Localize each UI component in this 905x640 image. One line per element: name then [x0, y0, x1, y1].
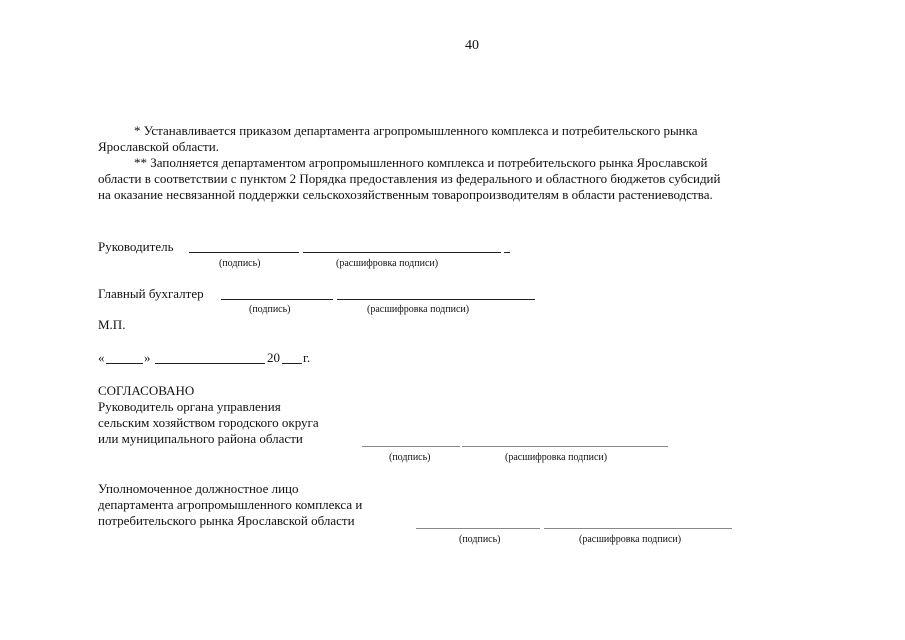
- agreed-decryption-line[interactable]: [462, 446, 668, 447]
- accountant-label: Главный бухгалтер: [98, 286, 204, 301]
- agreed-line-3: или муниципального района области: [98, 431, 303, 446]
- stamp-label: М.П.: [98, 317, 126, 332]
- footnote-2-line-3: на оказание несвязанной поддержки сельскохозяйственным товаропроизводителям в области растениеводства.: [98, 187, 713, 202]
- head-dash-line: [504, 252, 510, 253]
- agreed-signature-caption: (подпись): [389, 452, 431, 463]
- accountant-signature-caption: (подпись): [249, 304, 291, 315]
- head-signature-caption: (подпись): [219, 258, 261, 269]
- agreed-line-2: сельским хозяйством городского округа: [98, 415, 319, 430]
- accountant-signature-line[interactable]: [221, 299, 333, 300]
- authorized-line-2: департамента агропромышленного комплекса и: [98, 497, 363, 512]
- authorized-signature-line[interactable]: [416, 528, 540, 529]
- authorized-decryption-caption: (расшифровка подписи): [579, 534, 682, 545]
- date-open-quote: «: [98, 350, 105, 365]
- page-number: 40: [465, 38, 479, 53]
- head-decryption-caption: (расшифровка подписи): [336, 258, 439, 269]
- footnote-2-line-1: ** Заполняется департаментом агропромышленного комплекса и потребительского рынка Ярославской: [134, 155, 708, 170]
- date-year-line[interactable]: [282, 363, 302, 364]
- agreed-decryption-caption: (расшифровка подписи): [505, 452, 608, 463]
- head-signature-line[interactable]: [189, 252, 299, 253]
- authorized-line-1: Уполномоченное должностное лицо: [98, 481, 299, 496]
- footnote-2-line-2: области в соответствии с пунктом 2 Порядка предоставления из федерального и областного бюджетов субсидий: [98, 171, 721, 186]
- date-month-line[interactable]: [155, 363, 265, 364]
- footnote-1-line-1: * Устанавливается приказом департамента агропромышленного комплекса и потребительского рынка: [134, 123, 698, 138]
- accountant-decryption-line[interactable]: [337, 299, 535, 300]
- agreed-signature-line[interactable]: [362, 446, 460, 447]
- authorized-decryption-line[interactable]: [544, 528, 732, 529]
- date-day-line[interactable]: [106, 363, 143, 364]
- agreed-title: СОГЛАСОВАНО: [98, 383, 195, 398]
- agreed-line-1: Руководитель органа управления: [98, 399, 281, 414]
- date-year-suffix: г.: [303, 350, 311, 365]
- head-decryption-line[interactable]: [303, 252, 501, 253]
- date-year-prefix: 20: [267, 350, 280, 365]
- authorized-line-3: потребительского рынка Ярославской области: [98, 513, 355, 528]
- accountant-decryption-caption: (расшифровка подписи): [367, 304, 470, 315]
- footnote-1-line-2: Ярославской области.: [98, 139, 219, 154]
- head-label: Руководитель: [98, 239, 174, 254]
- date-close-quote: »: [144, 350, 151, 365]
- authorized-signature-caption: (подпись): [459, 534, 501, 545]
